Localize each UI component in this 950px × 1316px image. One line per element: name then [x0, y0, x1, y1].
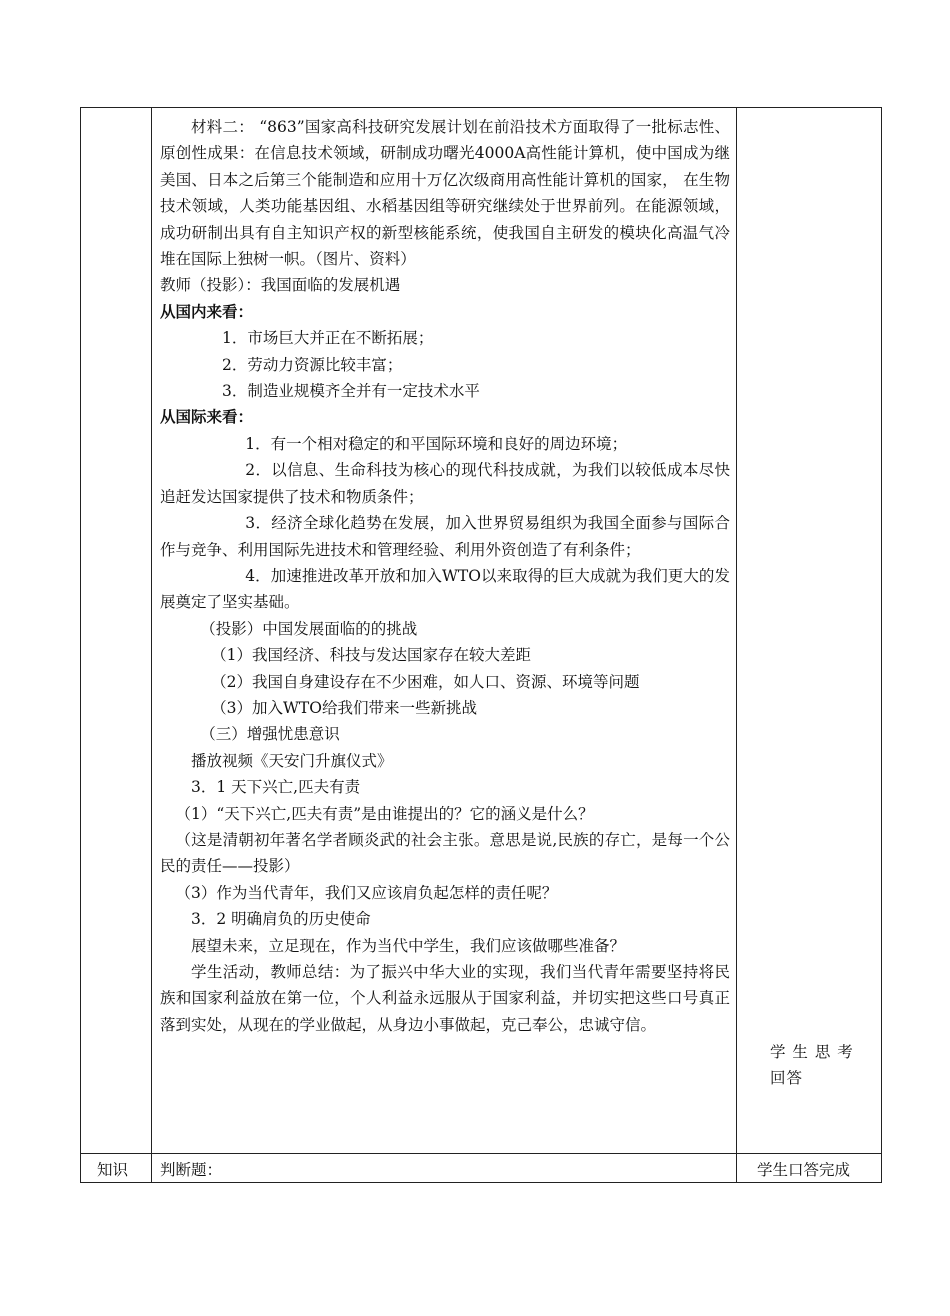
bottom-right-label: 学生口答完成 — [757, 1161, 851, 1179]
challenge-item: （1）我国经济、科技与发达国家存在较大差距 — [211, 646, 532, 665]
bottom-mid-label: 判断题： — [160, 1161, 223, 1179]
col-divider-right — [736, 108, 737, 1182]
domestic-item: 1．市场巨大并正在不断拓展； — [222, 329, 434, 348]
challenges-heading: （投影）中国发展面临的的挑战 — [200, 619, 418, 638]
section-3-2-summary: 学生活动，教师总结：为了振兴中华大业的实现，我们当代青年需要坚持将民族和国家利益放在第一位，个人利益永远服从于国家利益，并切实把这些口号真正落到实处，从现在的学业做起，从身边小事做起，克己奉公，忠诚守信。 — [160, 963, 730, 1034]
section-3-1-question-1: （1）“天下兴亡,匹夫有责”是由谁提出的？它的涵义是什么？ — [175, 804, 594, 823]
section-3-2-question: 展望未来，立足现在，作为当代中学生，我们应该做哪些准备？ — [191, 936, 626, 955]
row-divider — [81, 1153, 881, 1154]
video-line: 播放视频《天安门升旗仪式》 — [191, 751, 393, 770]
main-content — [160, 114, 730, 1038]
domestic-item: 2．劳动力资源比较丰富； — [222, 355, 403, 374]
domestic-item: 3．制造业规模齐全并有一定技术水平 — [222, 382, 480, 401]
section-3-1-title: 3．1 天下兴亡,匹夫有责 — [191, 778, 361, 797]
bottom-left-label: 知识 — [97, 1161, 129, 1179]
international-item: 4．加速推进改革开放和加入WTO以来取得的巨大成就为我们更大的发展奠定了坚实基础。 — [160, 566, 730, 612]
domestic-heading: 从国内来看： — [160, 302, 254, 321]
challenge-item: （2）我国自身建设存在不少困难，如人口、资源、环境等问题 — [211, 672, 640, 691]
international-item: 3．经济全球化趋势在发展，加入世界贸易组织为我国全面参与国际合作与竞争、利用国际先进技术和管理经验、利用外资创造了有利条件； — [160, 514, 730, 559]
section-3-2-title: 3．2 明确肩负的历史使命 — [191, 910, 371, 929]
challenge-item: （3）加入WTO给我们带来一些新挑战 — [211, 698, 477, 717]
teacher-projection: 教师（投影）：我国面临的发展机遇 — [160, 276, 401, 295]
section-3-heading: （三）增强忧患意识 — [200, 725, 340, 744]
right-note: 学 生 思 考 回答 — [770, 1043, 854, 1087]
material-2: 材料二： “863”国家高科技研究发展计划在前沿技术方面取得了一批标志性、原创性成果：在信息技术领域，研制成功曙光4000A高性能计算机，使中国成为继美国、日本之后第三个能制造和应用十万亿次级商用高性能计算机的国家， 在生物技术领域，人类功能基因组、水稻基因组等研究继续处于世界前列。在能源领域，成功研制出具有自主知识产权的新型核能系统，使我国自主研发的模块化高温气冷堆在国际上独树一帜。（图片、资料） — [160, 118, 730, 269]
section-3-1-question-3: （3）作为当代青年，我们又应该肩负起怎样的责任呢？ — [175, 883, 558, 902]
section-3-1-answer-1: （这是清朝初年著名学者顾炎武的社会主张。意思是说,民族的存亡，是每一个公民的责任——投影） — [160, 830, 730, 876]
international-item: 2．以信息、生命科技为核心的现代科技成就，为我们以较低成本尽快追赶发达国家提供了技术和物质条件； — [160, 461, 730, 506]
international-item: 1．有一个相对稳定的和平国际环境和良好的周边环境； — [245, 434, 628, 453]
col-divider-left — [151, 108, 152, 1182]
international-heading: 从国际来看： — [160, 408, 254, 427]
